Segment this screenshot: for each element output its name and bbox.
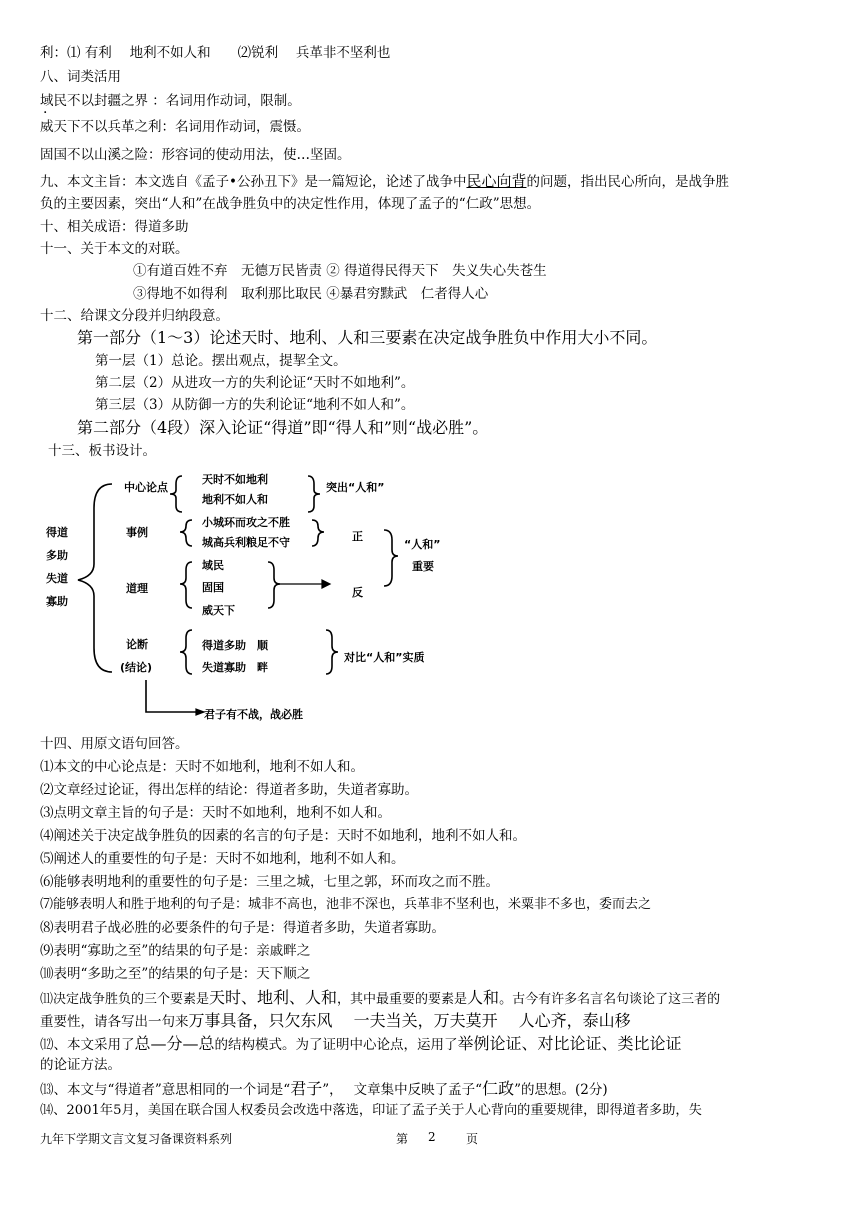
answer-4: ⑷阐述关于决定战争胜负的因素的名言的句子是：天时不如地利，地利不如人和。 [40,828,526,844]
answer-9: ⑼表明“寡助之至”的结果的句子是：亲戚畔之 [40,943,311,959]
layer-3: 第三层（3）从防御一方的失利论证“地利不如人和”。 [95,397,415,413]
layer-2: 第二层（2）从进攻一方的失利论证“天时不如地利”。 [95,375,415,391]
example-item-2: 城高兵利粮足不守 [202,536,290,549]
answer-emph: 仁政 [482,1079,515,1098]
text: ，其中最重要的要素是 [337,992,468,1007]
center-result: 突出“人和” [326,481,385,494]
answer-emph: 总—分—总 [134,1034,215,1053]
reason-label: 道理 [126,582,148,595]
center-label: 中心论点 [124,481,168,494]
footer-series: 九年下学期文言文复习备课资料系列 [40,1132,233,1146]
answer-emph: 万事具备，只欠东风 一夫当关，万夫莫开 人心齐，泰山移 [188,1011,631,1030]
answer-13 [40,1079,608,1099]
heading-8: 八、词类活用 [40,69,121,85]
root-1: 得道 [46,526,68,539]
text: ⑿、本文采用了 [40,1037,135,1053]
text: 的问题，指出民心所向，是战争胜 [526,174,729,190]
conclusion-result: 对比“人和”实质 [344,651,425,664]
heading-9 [40,172,729,191]
answer-emph: 人和 [467,988,500,1007]
text: ”的思想。(2分) [514,1082,608,1098]
conclusion-sub: (结论) [120,661,153,674]
renhe-label: “人和” [404,538,441,551]
final-statement: 君子有不战，战必胜 [204,708,303,721]
part-2: 第二部分（4段）深入论证“得道”即“得人和”则“战必胜”。 [77,418,489,437]
text: 的结构模式。为了证明中心论点，运用了 [214,1037,458,1053]
answer-8: ⑻表明君子战必胜的必要条件的句子是：得道者多助，失道者寡助。 [40,920,445,936]
answer-2: ⑵文章经过论证，得出怎样的结论：得道者多助，失道者寡助。 [40,782,418,798]
answer-7: ⑺能够表明人和胜于地利的句子是：城非不高也，池非不深也，兵革非不坚利也，米粟非不多也，委而去之 [40,897,652,912]
text: ⑾决定战争胜负的三个要素是 [40,992,210,1007]
fan-label: 反 [352,586,363,599]
footer-page-number: 2 [428,1130,436,1144]
reason-item-2: 固国 [202,581,224,594]
answer-14: ⒁、2001年5月，美国在联合国人权委员会改选中落选，印证了孟子关于人心背向的重要规律，即得道者多助，失 [40,1103,702,1118]
layer-1: 第一层（1）总论。摆出观点，提挈全文。 [95,353,347,369]
answer-5: ⑸阐述人的重要性的句子是：天时不如地利，地利不如人和。 [40,851,405,867]
answer-12-cont: 的论证方法。 [40,1057,121,1073]
text: 九、本文主旨：本文选自《孟子•公孙丑下》是一篇短论，论述了战争中 [40,174,467,190]
example-item-1: 小城环而攻之不胜 [202,516,290,529]
answer-1: ⑴本文的中心论点是：天时不如地利，地利不如人和。 [40,759,364,775]
text: 重要性，请各写出一句来 [40,1014,189,1030]
root-2: 多助 [46,549,68,562]
answer-10: ⑽表明“多助之至”的结果的句子是：天下顺之 [40,966,311,982]
answer-11-cont [40,1011,631,1031]
conclusion-item-1: 得道多助 顺 [202,639,268,652]
answer-12 [40,1034,682,1054]
line-guguo: 固国不以山溪之险：形容词的使动用法，使…坚固。 [40,147,351,163]
text: ⒀、本文与“得道者”意思相同的一个词是“ [40,1082,291,1098]
footer-page-suffix: 页 [466,1132,479,1146]
heading-13: 十三、板书设计。 [48,443,156,459]
line-weitianxia: 威天下不以兵革之利：名词用作动词，震慑。 [40,119,310,135]
zhongyao-label: 重要 [412,560,434,573]
center-item-1: 天时不如地利 [202,473,268,486]
center-item-2: 地利不如人和 [202,493,268,506]
heading-11: 十一、关于本文的对联。 [40,241,189,257]
example-label: 事例 [126,526,148,539]
text: 。古今有许多名言名句谈论了这三者的 [499,992,721,1007]
text: ”， 文章集中反映了孟子“ [322,1082,483,1098]
answer-6: ⑹能够表明地利的重要性的句子是：三里之城，七里之郭，环而攻之而不胜。 [40,874,499,890]
reason-item-1: 域民 [202,559,224,572]
answer-emph: 天时、地利、人和 [209,988,338,1007]
conclusion-label: 论断 [126,638,148,651]
root-3: 失道 [46,572,68,585]
root-4: 寡助 [46,595,68,608]
board-design-diagram [36,468,496,730]
conclusion-item-2: 失道寡助 畔 [202,661,268,674]
reason-item-3: 威天下 [202,604,235,617]
couplet-2: ③得地不如得利 取利那比取民 ④暴君穷黩武 仁者得人心 [133,286,489,302]
answer-emph: 举例论证、对比论证、类比论证 [457,1034,682,1053]
footer-page-prefix: 第 [396,1132,409,1146]
answer-emph: 君子 [290,1079,323,1098]
underlined-text: 民心向背 [466,172,527,190]
heading-14: 十四、用原文语句回答。 [40,736,189,752]
couplet-1: ①有道百姓不弃 无德万民皆责 ② 得道得民得天下 失义失心失苍生 [133,263,547,279]
answer-11 [40,988,720,1009]
heading-10: 十、相关成语：得道多助 [40,219,189,235]
line-9-cont: 负的主要因素，突出“人和”在战争胜负中的决定性作用，体现了孟子的“仁政”思想。 [40,196,541,212]
line-yumin [40,92,301,110]
answer-3: ⑶点明文章主旨的句子是：天时不如地利，地利不如人和。 [40,805,391,821]
line-text: 域民不以封疆之界 ：名词用作动词，限制。 [40,93,301,109]
heading-12: 十二、给课文分段并归纳段意。 [40,308,229,324]
part-1: 第一部分（1～3）论述天时、地利、人和三要素在决定战争胜负中作用大小不同。 [77,328,658,347]
line-li: 利：⑴ 有利 地利不如人和 ⑵锐利 兵革非不坚利也 [40,45,391,61]
zheng-label: 正 [352,530,363,543]
